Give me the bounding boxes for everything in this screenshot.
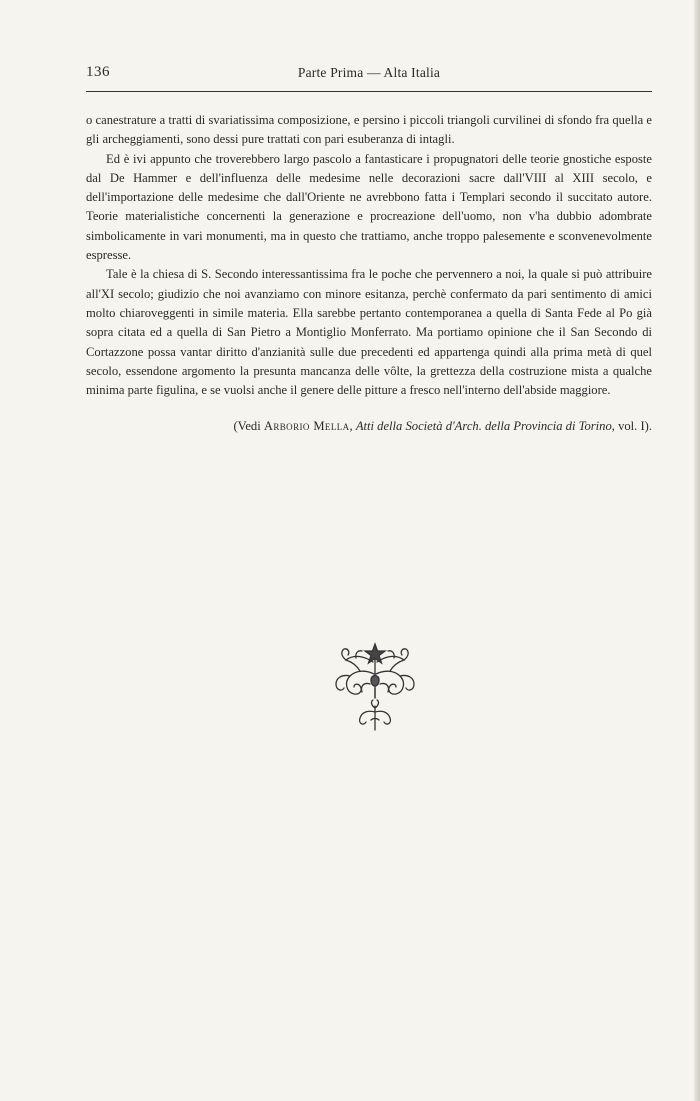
citation [86, 417, 652, 435]
floral-vignette-icon [330, 640, 420, 732]
header-rule [86, 91, 652, 92]
citation-open: (Vedi [233, 419, 264, 433]
citation-tail: , vol. I). [611, 419, 652, 433]
citation-comma: , [349, 419, 356, 433]
paragraph-2: Ed è ivi appunto che troverebbero largo pascolo a fantasticare i propugnatori delle teorie gnostiche esposte dal De Hammer e dell'influenza delle medesime nelle decorazioni sacre dall'VIII al XIII secolo, e dell'importazione delle medesime che dall'Oriente ne avrebbono fatta i Templari secondo il succitato autore. Teorie materialistiche concernenti la generazione e procreazione dell'uomo, non v'ha dubbio adombrate simbolicamente in vari monumenti, ma in questo che trattiamo, anche troppo palesemente e sconvenevolmente espresse. [86, 151, 652, 263]
body-text [86, 111, 652, 400]
page-header [86, 62, 652, 86]
paragraph-3: Tale è la chiesa di S. Secondo interessantissima fra le poche che pervennero a noi, la quale si può attribuire all'XI secolo; giudizio che noi avanziamo con minore esitanza, perchè confermato da pari sentimento di amici molto chiaroveggenti in simile materia. Ella sarebbe pertanto contemporanea a quella di Santa Fede al Po già sopra citata ed a quella di San Pietro a Montiglio Monferrato. Ma portiamo opinione che il San Secondo di Cortazzone possa vantar diritto d'anzianità sulle due precedenti ed appartenga quindi alla prima metà di quel secolo, essendone argomento la presunta mancanza delle vôlte, la grettezza della costruzione mista a qualche minima parte figulina, e se vuolsi anche il genere delle pitture a fresco nell'interno dell'abside maggiore. [86, 267, 652, 398]
paragraph-1: o canestrature a tratti di svariatissima composizione, e persino i piccoli triangoli curvilinei di sfondo fra quella e gli archeggiamenti, sono dessi pure trattati con pari esuberanza di intagli. [86, 113, 652, 147]
citation-work: Atti della Società d'Arch. della Provincia di Torino [355, 419, 612, 433]
page-edge [694, 0, 700, 1101]
running-title: Parte Prima — Alta Italia [297, 65, 441, 80]
page-number: 136 [86, 64, 110, 80]
citation-author: Arborio Mella [263, 419, 350, 433]
